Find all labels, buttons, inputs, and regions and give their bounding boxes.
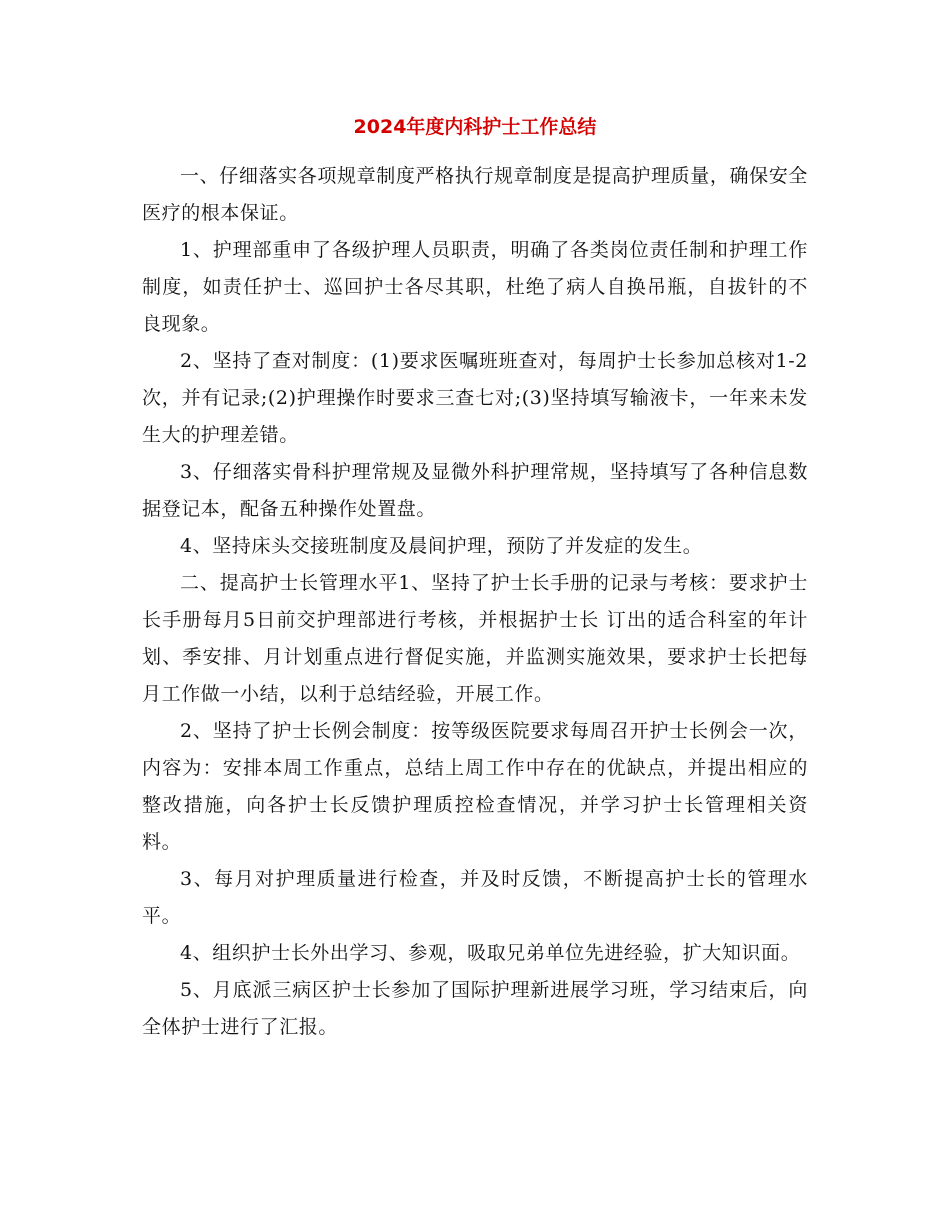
paragraph-section-2: 二、提高护士长管理水平1、坚持了护士长手册的记录与考核：要求护士长手册每月5日前交护理部进行考核，并根据护士长 订出的适合科室的年计划、季安排、月计划重点进行督促实施，并监测实施效果，要求护士长把每月工作做一小结，以利于总结经验，开展工作。 <box>142 572 808 705</box>
paragraph-item-1-4: 4、坚持床头交接班制度及晨间护理，预防了并发症的发生。 <box>180 535 703 557</box>
paragraph-item-2-5: 5、月底派三病区护士长参加了国际护理新进展学习班，学习结束后，向全体护士进行了汇报。 <box>142 979 808 1038</box>
paragraph-section-1: 一、仔细落实各项规章制度严格执行规章制度是提高护理质量，确保安全医疗的根本保证。 <box>142 165 808 224</box>
paragraph-item-1-3: 3、仔细落实骨科护理常规及显微外科护理常规，坚持填写了各种信息数据登记本，配备五种操作处置盘。 <box>142 461 808 520</box>
paragraph-item-1-1: 1、护理部重申了各级护理人员职责，明确了各类岗位责任制和护理工作制度，如责任护士、巡回护士各尽其职，杜绝了病人自换吊瓶，自拔针的不良现象。 <box>142 239 808 335</box>
paragraph-item-2-3: 3、每月对护理质量进行检查，并及时反馈，不断提高护士长的管理水平。 <box>142 868 808 927</box>
paragraph-item-2-2: 2、坚持了护士长例会制度：按等级医院要求每周召开护士长例会一次，内容为：安排本周工作重点，总结上周工作中存在的优缺点，并提出相应的整改措施，向各护士长反馈护理质控检查情况，并学习护士长管理相关资料。 <box>142 720 808 853</box>
paragraph-item-1-2: 2、坚持了查对制度：(1)要求医嘱班班查对，每周护士长参加总核对1-2次，并有记录;(2)护理操作时要求三查七对;(3)坚持填写输液卡，一年来未发生大的护理差错。 <box>142 350 808 446</box>
document-title: 2024年度内科护士工作总结 <box>353 116 597 138</box>
paragraph-item-2-4: 4、组织护士长外出学习、参观，吸取兄弟单位先进经验，扩大知识面。 <box>180 942 801 964</box>
